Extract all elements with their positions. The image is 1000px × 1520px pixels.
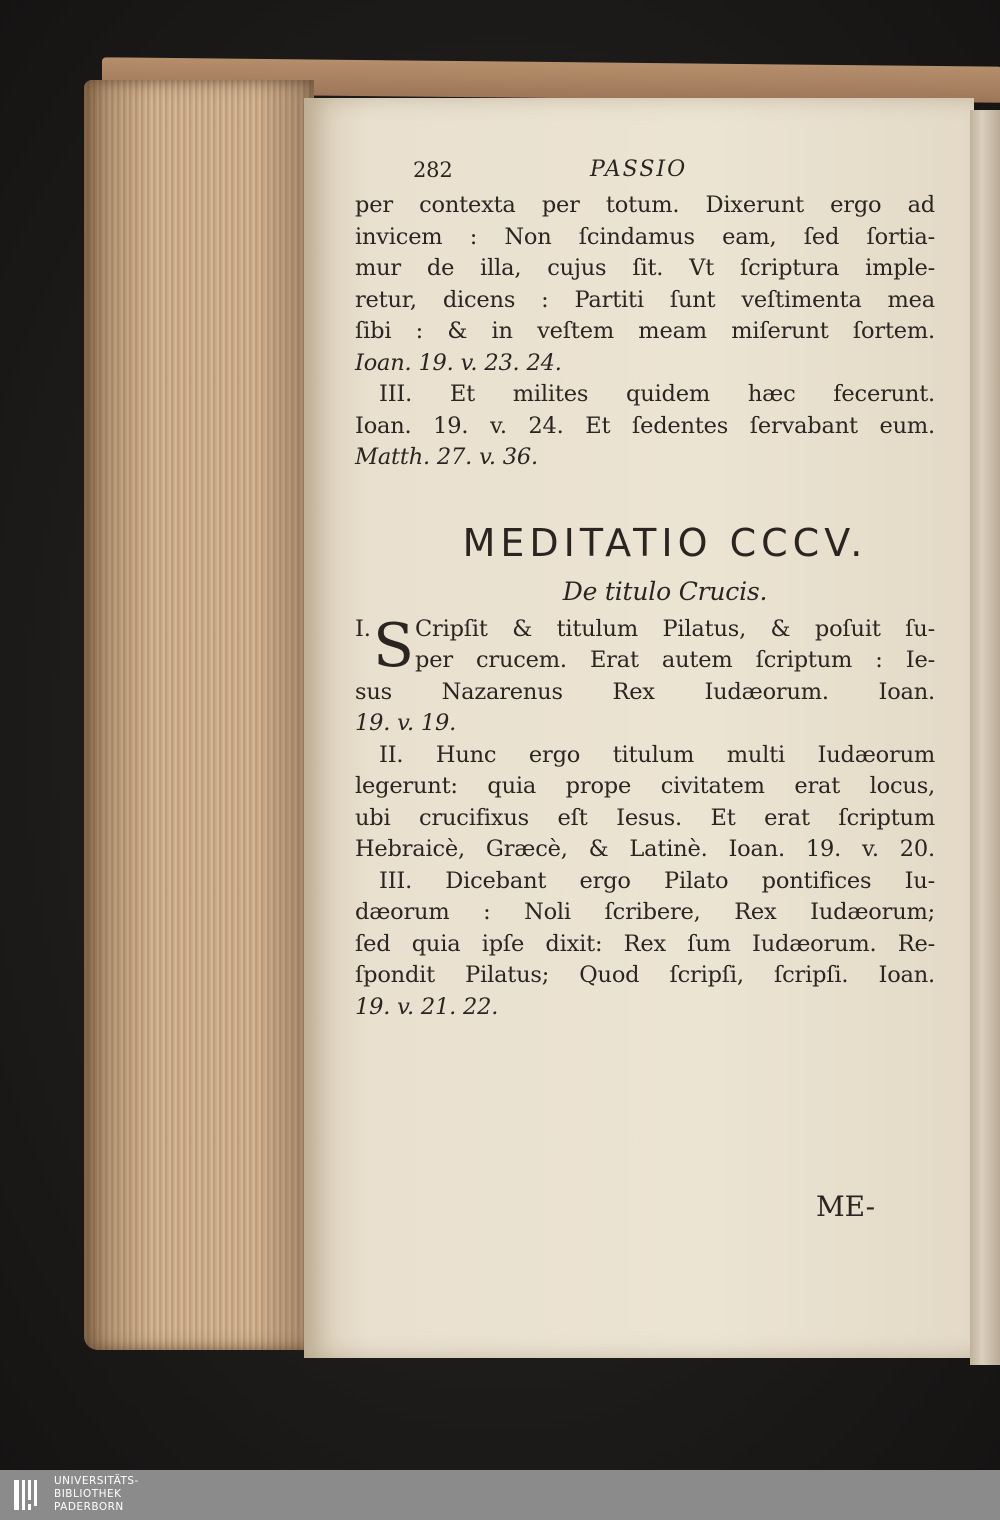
text-line: retur, dicens : Partiti ſunt veſtimenta mea bbox=[355, 286, 935, 313]
text-line bbox=[355, 645, 935, 677]
text-line: ſed quia ipſe dixit: Rex ſum Iudæorum. Re- bbox=[355, 930, 935, 957]
library-name-line: BIBLIOTHEK bbox=[54, 1488, 122, 1500]
library-footer bbox=[0, 1470, 1000, 1520]
text-line: sus Nazarenus Rex Iudæorum. Ioan. bbox=[355, 678, 935, 705]
citation-line: Ioan. 19. v. 23. 24. bbox=[355, 349, 562, 376]
text-line: legerunt: quia prope civitatem erat locus, bbox=[355, 773, 935, 799]
text-line: per contexta per totum. Dixerunt ergo ad bbox=[355, 192, 935, 218]
text-line: Ioan. 19. v. 24. Et ſedentes ſervabant eum. bbox=[355, 412, 935, 439]
page-text-block bbox=[355, 150, 935, 1023]
citation-line: Matth. 27. v. 36. bbox=[355, 444, 538, 470]
library-name-line: UNIVERSITÄTS- bbox=[54, 1475, 139, 1487]
text-line: II. Hunc ergo titulum multi Iudæorum bbox=[379, 741, 935, 768]
text-line-content: per crucem. Erat autem ſcriptum : Ie- bbox=[415, 647, 935, 673]
page-number: 282 bbox=[413, 158, 453, 182]
library-name-line: PADERBORN bbox=[54, 1501, 124, 1513]
text-line: invicem : Non ſcindamus eam, ſed ſortia- bbox=[355, 223, 935, 250]
text-line: ſibi : & in veſtem meam miſerunt ſortem. bbox=[355, 318, 935, 344]
text-line: Hebraicè, Græcè, & Latinè. Ioan. 19. v. 20. bbox=[355, 836, 935, 862]
citation-line: 19. v. 21. 22. bbox=[355, 993, 499, 1020]
text-line bbox=[355, 614, 935, 646]
text-line: mur de illa, cujus ſit. Vt ſcriptura imple- bbox=[355, 255, 935, 281]
paragraph-3 bbox=[355, 866, 935, 1024]
paragraph-numeral: I. bbox=[355, 615, 371, 642]
text-line: ubi crucifixus eſt Iesus. Et erat ſcriptum bbox=[355, 804, 935, 831]
page-stack-edge bbox=[84, 80, 314, 1350]
text-line-content: Cripſit & titulum Pilatus, & poſuit ſu- bbox=[415, 615, 935, 642]
university-library-logo-icon bbox=[12, 1474, 48, 1516]
paragraph-1 bbox=[355, 610, 935, 740]
page-header bbox=[355, 150, 935, 190]
text-line: ſpondit Pilatus; Quod ſcripſi, ſcripſi. Ioan. bbox=[355, 962, 935, 988]
text-line: dæorum : Noli ſcribere, Rex Iudæorum; bbox=[355, 899, 935, 925]
library-name bbox=[54, 1475, 139, 1514]
section-subtitle: De titulo Crucis. bbox=[562, 576, 768, 606]
drop-cap: S bbox=[373, 610, 414, 681]
text-line: III. Dicebant ergo Pilato pontifices Iu- bbox=[379, 867, 935, 894]
text-line: III. Et milites quidem hæc fecerunt. bbox=[379, 381, 935, 407]
paragraph-2 bbox=[355, 740, 935, 866]
catchword: ME- bbox=[816, 1190, 876, 1223]
top-text bbox=[355, 190, 935, 474]
section-title: MEDITATIO CCCV. bbox=[462, 520, 868, 565]
citation-line: 19. v. 19. bbox=[355, 710, 457, 736]
running-head: PASSIO bbox=[590, 157, 688, 182]
facing-page-edge bbox=[970, 110, 1000, 1365]
